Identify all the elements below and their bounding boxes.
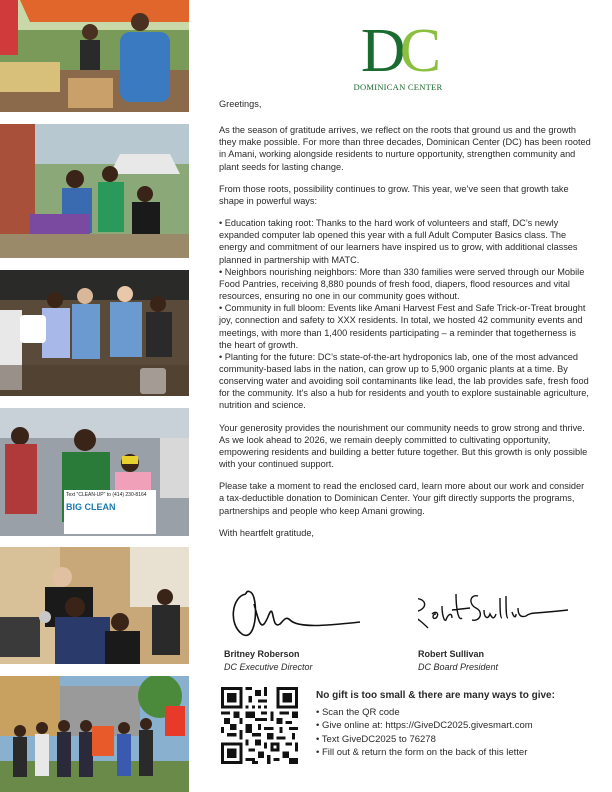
letter-body	[219, 98, 591, 549]
bullet-education: • Education taking root: Thanks to the hard work of volunteers and staff, DC’s newly expanded computer lab opened this year with a full Adult Computer Basics class. The energy and commitment of our learners have inspired us to grow, with additional classes planned in partnership with MATC.	[219, 218, 578, 265]
bullet-neighbors: • Neighbors nourishing neighbors: More than 330 families were served through our Mobile Food Pantries, receiving 8,880 pounds of fresh food, diapers, flood resources and vital resources, ensuring no one in our community goes without.	[219, 266, 585, 302]
signature-sullivan-icon	[418, 584, 578, 642]
sign-brand-text: BIG CLEAN	[66, 502, 116, 512]
photo-computer-lab	[0, 547, 189, 664]
give-option-qr: • Scan the QR code	[316, 706, 555, 720]
closing: With heartfelt gratitude,	[219, 527, 314, 538]
signature-roberson-icon	[224, 584, 364, 642]
photo-volunteers-supplies	[0, 124, 189, 258]
paragraph-growth: From those roots, possibility continues to grow. This year, we’ve seen that growth take shape in powerful ways:	[219, 183, 569, 206]
give-option-form: • Fill out & return the form on the back of this letter	[316, 746, 555, 760]
sign-phone-text: Text "CLEAN-UP" to (414) 230-8164	[66, 492, 147, 498]
give-option-text: • Text GiveDC2025 to 76278	[316, 733, 555, 747]
ways-to-give-heading: No gift is too small & there are many ways to give:	[316, 690, 555, 701]
photo-big-clean	[0, 408, 189, 536]
dominican-center-logo	[342, 17, 454, 92]
signature-block-sullivan	[418, 584, 578, 672]
paragraph-intro: As the season of gratitude arrives, we reflect on the roots that ground us and the growth they make possible. For more than three decades, Dominican Center (DC) has been rooted in Amani, working alongside residents to nurture opportunity, strengthen community and plant seeds for lasting change.	[219, 125, 591, 172]
logo-letter-d: D	[360, 17, 400, 85]
paragraph-request: Please take a moment to read the enclosed card, learn more about our work and consider a tax-deductible donation to Dominican Center. Your gift directly supports the programs, partnerships and people who keep Amani growing.	[219, 481, 585, 516]
paragraph-generosity: Your generosity provides the nourishment our community needs to grow strong and thrive. As we look ahead to 2026, we remain deeply committed to cultivating opportunity, empowering residents and building a better future together. But this growth is only possible with your continued support.	[219, 422, 588, 470]
signatory-role: DC Executive Director	[224, 662, 313, 672]
logo-letter-c: C	[399, 17, 436, 85]
signatory-name: Robert Sullivan	[418, 649, 485, 659]
bullet-future: • Planting for the future: DC’s state-of-the-art hydroponics lab, one of the most advanced community-based labs in the nation, can grow up to 5,900 organic plants at a time. By conserving water and avoiding soil contaminants like lead, the lab provides safe, fresh food for the community. It’s also a hub for residents and youth to explore sustainable agriculture, nutrition and science.	[219, 351, 589, 411]
signatory-role: DC Board President	[418, 662, 499, 672]
signatory-name: Britney Roberson	[224, 649, 300, 659]
photo-community-event	[0, 676, 189, 792]
logo-name: DOMINICAN CENTER	[353, 82, 443, 92]
signature-block-roberson	[224, 584, 364, 672]
ways-to-give	[316, 689, 555, 760]
bullet-community: • Community in full bloom: Events like Amani Harvest Fest and Safe Trick-or-Treat brought joy, connection and safety to XXX residents. In total, we hosted 42 community events and meetings, with more than 1,400 residents participating – a reminder that togetherness is the heart of growth.	[219, 303, 586, 350]
photo-food-pantry	[0, 0, 189, 112]
logo-mark	[342, 17, 454, 85]
greeting: Greetings,	[219, 99, 262, 109]
donation-qr-code[interactable]	[221, 687, 298, 764]
photo-pantry-team	[0, 270, 189, 396]
clean-up-sign	[66, 492, 154, 513]
give-option-online[interactable]: • Give online at: https://GiveDC2025.givesmart.com	[316, 719, 555, 733]
